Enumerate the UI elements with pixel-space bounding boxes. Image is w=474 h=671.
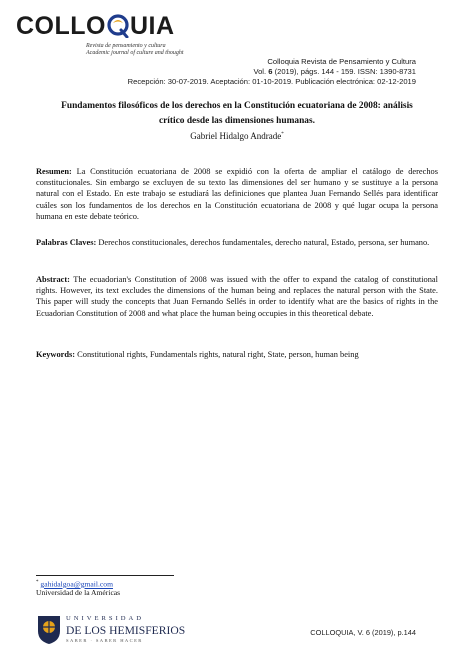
university-line2: DE LOS HEMISFERIOS bbox=[66, 624, 186, 637]
footnote-mark: * bbox=[36, 580, 39, 585]
volume-number: 6 bbox=[268, 67, 273, 76]
logo-q-icon bbox=[107, 14, 129, 38]
footnote-divider bbox=[36, 575, 174, 576]
footnote-affiliation: Universidad de la Américas bbox=[36, 588, 121, 597]
university-logo bbox=[36, 613, 196, 647]
palabras-claves-paragraph bbox=[36, 237, 438, 248]
abstract-text: The ecuadorian's Constitution of 2008 was issued with the offer to expand the catalog of constitutional rights. However, its text excludes the dimensions of the human being and replaces the natural person with the State. This paper will study the concepts that Juan Fernando Sellés in order to identify what are the basics of rights in the Ecuadorian Constitution of 2008 and what place the human being occupies in this theoretical debate. bbox=[36, 275, 438, 318]
logo-wordmark-left: COLLO bbox=[16, 12, 106, 40]
journal-name: Colloquia Revista de Pensamiento y Cultura bbox=[267, 57, 416, 66]
resumen-paragraph bbox=[36, 166, 438, 222]
abstract-label: Abstract: bbox=[36, 275, 70, 284]
keywords-label: Keywords: bbox=[36, 350, 76, 359]
keywords-text: Constitutional rights, Fundamentals rights, natural right, State, person, human being bbox=[77, 350, 359, 359]
author-name: Gabriel Hidalgo Andrade bbox=[190, 131, 282, 141]
logo-wordmark-right: UIA bbox=[130, 12, 175, 40]
journal-volume bbox=[128, 67, 416, 77]
palabras-claves-label: Palabras Claves: bbox=[36, 238, 97, 247]
article-title-line2: crítico desde las dimensiones humanas. bbox=[158, 116, 315, 126]
resumen-text: La Constitución ecuatoriana de 2008 se expidió con la oferta de ampliar el catálogo de derechos constitucionales. Sin embargo se excluyen de su texto las dimensiones del ser humano y se sustituye a la persona natural con el Estado. En este trabajo se estudiará las definiciones que plantea Juan Fernando Sellés para identificar cuáles son los fundamentos de los derechos en la Constitución ecuatoriana de 2008 y qué lugar ocupa la persona humana en este debate teórico. bbox=[36, 167, 438, 221]
journal-dates: Recepción: 30-07-2019. Aceptación: 01-10-2019. Publicación electrónica: 02-12-2019 bbox=[127, 77, 416, 86]
logo-tagline-es: Revista de pensamiento y cultura bbox=[86, 43, 166, 49]
palabras-claves-text: Derechos constitucionales, derechos fundamentales, derecho natural, Estado, persona, ser humano. bbox=[98, 238, 430, 247]
abstract-paragraph bbox=[36, 274, 438, 319]
logo-wordmark bbox=[16, 12, 175, 41]
university-line1: UNIVERSIDAD bbox=[66, 615, 145, 622]
article-title-line1: Fundamentos filosóficos de los derechos en la Constitución ecuatoriana de 2008: análisis bbox=[61, 101, 413, 111]
author-email-link[interactable]: gahidalgoa@gmail.com bbox=[40, 579, 113, 589]
author-footnote-mark[interactable]: * bbox=[281, 132, 284, 137]
resumen-label: Resumen: bbox=[36, 167, 72, 176]
keywords-paragraph bbox=[36, 349, 438, 360]
page-footer-citation: COLLOQUIA, V. 6 (2019), p.144 bbox=[310, 628, 416, 637]
university-motto: SABER · SABER HACER bbox=[66, 638, 143, 643]
volume-prefix: Vol. bbox=[253, 67, 269, 76]
university-crest-icon bbox=[36, 613, 62, 645]
colloquia-logo bbox=[16, 12, 206, 62]
article-author bbox=[36, 131, 438, 141]
volume-details: (2019), págs. 144 - 159. ISSN: 1390-8731 bbox=[272, 67, 416, 76]
logo-tagline-en: Academic journal of culture and thought bbox=[86, 50, 184, 56]
journal-header bbox=[128, 57, 416, 87]
